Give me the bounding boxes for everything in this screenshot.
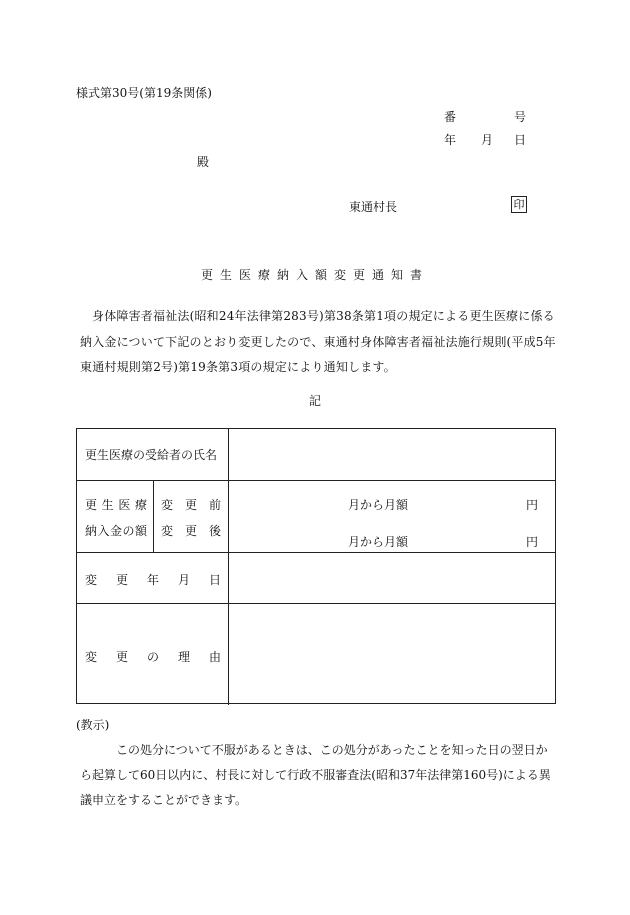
number-label: 番 xyxy=(444,110,457,124)
document-title: 更生医療納入額変更通知書 xyxy=(200,268,429,282)
after-label: 変更後 xyxy=(161,524,221,538)
column-divider xyxy=(153,480,154,552)
after-yen: 円 xyxy=(526,535,539,549)
reason-label: 変更の理由 xyxy=(85,650,221,664)
after-amount-text: 月から月額 xyxy=(348,535,409,549)
before-label: 変更前 xyxy=(161,498,221,512)
before-yen: 円 xyxy=(526,498,539,512)
recipient-name-label: 更生医療の受給者の氏名 xyxy=(85,448,218,462)
notice-heading: (教示) xyxy=(76,718,110,732)
date-year: 年 xyxy=(444,133,457,147)
change-date-label: 変更年月日 xyxy=(85,573,221,587)
notice-text: この処分について不服があるときは、この処分があったことを知った日の翌日から起算して60日以内に、村長に対して行政不服審査法(昭和37年法律第160号)による異議申立をすることができます。 xyxy=(80,743,551,807)
row-divider xyxy=(77,480,555,481)
payment-label-line2: 納入金の額 xyxy=(85,524,147,538)
before-amount-text: 月から月額 xyxy=(348,498,409,512)
payment-label-line1: 更生医療 xyxy=(85,498,147,512)
change-date-field[interactable] xyxy=(229,553,555,603)
recipient-name-field[interactable] xyxy=(229,429,555,480)
details-table xyxy=(76,428,556,704)
form-number: 様式第30号(第19条関係) xyxy=(76,86,212,100)
date-month: 月 xyxy=(481,133,494,147)
ki-heading: 記 xyxy=(308,394,321,408)
body-paragraph: 身体障害者福祉法(昭和24年法律第283号)第38条第1項の規定による更生医療に係る納入金について下記のとおり変更したので、東通村身体障害者福祉法施行規則(平成5年東通村規則第2号)第19条第3項の規定により通知します。 xyxy=(80,309,556,374)
addressee-suffix: 殿 xyxy=(197,155,210,169)
seal-mark: 印 xyxy=(511,196,527,213)
number-suffix: 号 xyxy=(514,110,527,124)
issuer-name: 東通村長 xyxy=(349,200,398,214)
reason-field[interactable] xyxy=(229,604,555,703)
date-day: 日 xyxy=(514,133,527,147)
